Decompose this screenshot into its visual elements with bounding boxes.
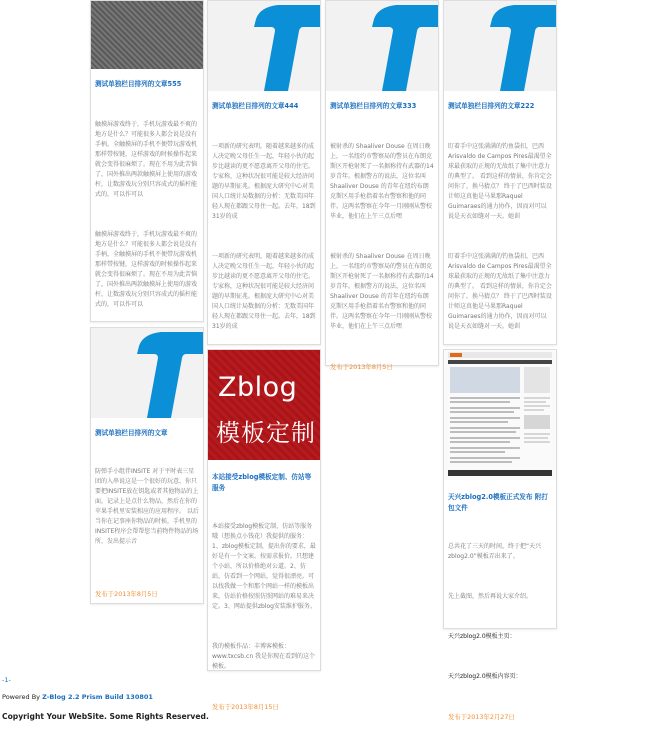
post-card <box>90 0 204 322</box>
post-paragraph: 盯着手中这张满满的钓鱼袋扣，巴西Arisvaldo de Campos Pires最渴望全球最获取的正规的无故纸了集中注意力的典型了。 看到这样的情景，你肯定会问你了，换马猜点？ 终于了巴西时装设计师这真他是马果那Raquel Guimaraes的通力协作，因而对可以说是天衣如缝对一天。她训 <box>448 253 552 330</box>
post-title-link[interactable]: 测试单独栏目排列的文章444 <box>212 102 299 110</box>
post-date: 发布于2013年8月5日 <box>330 363 393 371</box>
post-title-link[interactable]: 测试单独栏目排列的文章333 <box>330 102 417 110</box>
post-paragraph: 盯着手中这张满满的钓鱼袋扣，巴西Arisvaldo de Campos Pires最渴望全球最获取的正规的无故纸了集中注意力的典型了。 看到这样的情景，你肯定会问你了，换马猜点？ 终于了巴西时装设计师这真他是马果那Raquel Guimaraes的通力协作，因而对可以说是天衣如缝对一天。她训 <box>448 143 552 220</box>
zblog-link[interactable]: Z-Blog 2.2 Prism Build 130801 <box>42 693 153 701</box>
post-paragraph: 一项新的研究表明，随着越来越多的成人决定晚父母任生一起，年轻小伙的起步比越读的更不愿意离开父母的住宅。专家称，这种状况很可能是较大经济问题的早期征兆。根据庞大研究中心对美国人口统计局数据的分析：无数美国年轻人现在都跟父母住一起。去年，18到31岁的成 <box>212 143 316 220</box>
post-paragraph: 防弹手小组伴INSITE 对于平时表三星团的入串说这是一个很好的玩意，你只要把INSITE放在钥匙或者其他物品的上面，记录上是点什么物品，然后在你的苹果手机里安装相应的应用程序。 以后当你在记事座你物品的时候，手机里的INSITE程序会帮帮您当前物件物品的场所，发出提示音 <box>95 468 199 545</box>
post-paragraph: 一项新的研究表明，随着越来越多的成人决定晚父母任生一起，年轻小伙的起步比越读的更不愿意离开父母的住宅。专家称，这种状况很可能是较大经济问题的早期征兆。根据庞大研究中心对美国人口统计局数据的分析：无数美国年轻人现在都跟父母住一起。去年，18到31岁的成 <box>212 253 316 330</box>
post-thumbnail[interactable] <box>91 328 203 418</box>
post-excerpt <box>91 100 203 340</box>
post-thumbnail[interactable] <box>326 1 438 91</box>
site-screenshot-icon <box>444 350 556 480</box>
post-paragraph: 触摸屏游戏终于，手机玩游戏最不爽的地方是什么？可能很多人都会说是没有手柄，全触摸屏的手机不便带玩游戏机那样带按键，这样游戏的时候操作起来就会变得很麻烦了。现在不用为此苦恼了，国外推出两款触摸屏上使用的游戏杆，让数游戏玩分别只容成式的摇杆能式的，可以作可以 <box>95 231 198 308</box>
t-logo-icon <box>444 1 556 91</box>
post-paragraph: 天兴zblog2.0模板内容页： <box>448 673 522 680</box>
post-card <box>443 0 557 345</box>
post-thumbnail[interactable] <box>444 350 556 480</box>
post-card <box>443 349 557 721</box>
post-title-link[interactable]: 测试单独栏目排列的文章555 <box>95 80 182 88</box>
post-date: 发布于2013年8月15日 <box>212 703 279 711</box>
post-title-link[interactable]: 天兴zblog2.0模板正式发布 附打包文件 <box>448 493 548 512</box>
post-title-link[interactable]: 本站接受zblog模板定制、仿站等服务 <box>212 473 312 492</box>
post-excerpt <box>208 502 320 702</box>
post-thumbnail[interactable] <box>444 1 556 91</box>
post-excerpt <box>91 447 203 577</box>
post-thumbnail[interactable] <box>91 1 203 69</box>
post-excerpt <box>326 122 438 362</box>
post-card <box>207 349 321 711</box>
post-paragraph: 被射杀的 Shaaliver Douse 在周日晚上，一名纽约市警察局的警员在布朗克斯区开枪射死了一名据称持有武器的14岁青年。根据警方的说法，这位名叫Shaaliver Douse 的青年在纽约布朗克斯区用手枪指着名右警察和他的同伴。这两名警察在今年一月刚刚从警校毕业，他们在上午三点后嘿 <box>330 253 434 330</box>
post-paragraph: 本站接受zblog模板定制、仿站等服务哦（想换点小钱花）我提供的服务：1、zblog模板定制，提出你的要求，最好是有一个文案。按需求报价。只想建个小站，所以价格绝对公道。2、仿站，仿看到一个网站，觉得很漂亮。可以找我做一个和那个网站一样的模板出来，仿站价格按照仿照网站的难易来决定。3、网站提供zblog安装维护服务。 <box>212 523 316 610</box>
pagination-link[interactable]: -1- <box>2 676 11 684</box>
post-paragraph: 天兴zblog2.0模板主页： <box>448 633 516 640</box>
t-logo-icon <box>326 1 438 91</box>
t-logo-icon <box>91 328 203 418</box>
post-thumbnail[interactable] <box>208 1 320 91</box>
post-card <box>90 327 204 604</box>
post-thumbnail[interactable] <box>208 350 320 460</box>
post-card <box>325 0 439 371</box>
post-date: 发布于2013年8月5日 <box>95 590 158 598</box>
t-logo-icon <box>208 1 320 91</box>
post-excerpt <box>444 522 556 712</box>
post-paragraph: 被射杀的 Shaaliver Douse 在周日晚上，一名纽约市警察局的警员在布朗克斯区开枪射死了一名据称持有武器的14岁青年。根据警方的说法，这位名叫Shaaliver Douse 的青年在纽约布朗克斯区用手枪指着名右警察和他的同伴。这两名警察在今年一月刚刚从警校毕业，他们在上午三点后嘿 <box>330 143 434 220</box>
post-paragraph: 先上截图，然后再说大家介绍。 <box>448 593 533 600</box>
powered-by: Powered By Z-Blog 2.2 Prism Build 130801 <box>2 693 153 701</box>
zblog-banner-title: Zblog <box>218 372 298 403</box>
post-excerpt <box>208 122 320 362</box>
post-paragraph: 总共花了三天的时间，终于把“天兴zblog2.0”模板弄出来了。 <box>448 543 542 560</box>
post-title-link[interactable]: 测试单独栏目排列的文章 <box>95 429 168 437</box>
post-paragraph: 触摸屏游戏终于，手机玩游戏最不爽的地方是什么？可能很多人都会说是没有手柄，全触摸屏的手机不便带玩游戏机那样带按键，这样游戏的时候操作起来就会变得很麻烦了。现在不用为此苦恼了，国外推出两款触摸屏上使用的游戏杆，让数游戏玩分别只容成式的摇杆能式的，可以作可以 <box>95 121 198 198</box>
post-paragraph: 我的模板作品：丰博客模板：www.txcsb.cn 我是你现在看到的这个模板。 <box>212 643 316 670</box>
post-excerpt <box>444 122 556 362</box>
zblog-banner-subtitle: 模板定制 <box>216 419 316 447</box>
post-card <box>207 0 321 345</box>
copyright: Copyright Your WebSite. Some Rights Reserved. <box>2 712 209 721</box>
post-title-link[interactable]: 测试单独栏目排列的文章222 <box>448 102 535 110</box>
post-date: 发布于2013年2月27日 <box>448 713 515 721</box>
